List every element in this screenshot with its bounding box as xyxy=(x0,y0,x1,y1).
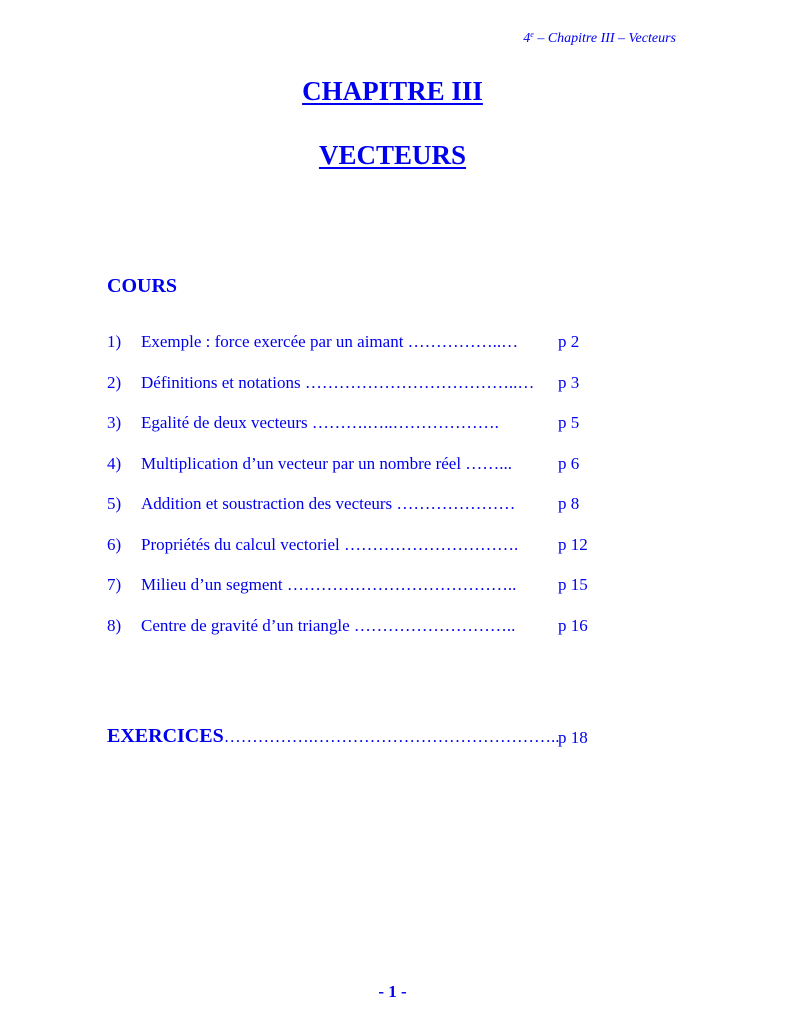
toc-entry-page: p 5 xyxy=(558,413,580,432)
exercices-entry xyxy=(107,725,588,751)
toc-entry-page: p 15 xyxy=(558,575,588,594)
toc-entry-title: Milieu d’un segment ………………………………….. xyxy=(141,575,517,594)
header-level-superscript: e xyxy=(530,30,534,39)
page-number: - 1 - xyxy=(378,982,407,1001)
toc-entry-page: p 8 xyxy=(558,494,580,513)
cours-heading: COURS xyxy=(107,275,178,297)
header-level: 4 xyxy=(523,31,531,46)
toc-entry-page: p 3 xyxy=(558,373,580,392)
toc-entry-number: 7) xyxy=(107,575,122,594)
toc-entry-number: 8) xyxy=(107,616,122,635)
toc-entry-number: 3) xyxy=(107,413,122,432)
exercices-page: p 18 xyxy=(558,728,588,747)
running-header xyxy=(523,31,676,47)
toc-entry-number: 5) xyxy=(107,494,122,513)
toc-entry-number: 4) xyxy=(107,454,122,473)
subject-title: VECTEURS xyxy=(318,140,467,170)
toc-entry-page: p 6 xyxy=(558,454,580,473)
toc-entry-title: Exemple : force exercée par un aimant ……………..… xyxy=(141,332,519,351)
toc-entry-title: Addition et soustraction des vecteurs ………………… xyxy=(141,494,516,513)
toc-entry-title: Egalité de deux vecteurs ……….…..………………. xyxy=(141,413,499,432)
chapter-title: CHAPITRE III xyxy=(302,76,483,106)
toc-entry-number: 1) xyxy=(107,332,122,351)
toc-entry-title: Définitions et notations ………………………………..… xyxy=(141,373,535,392)
toc-entry-page: p 2 xyxy=(558,332,580,351)
header-chapter-text: – Chapitre III – Vecteurs xyxy=(533,31,676,46)
toc-entry-title: Propriétés du calcul vectoriel …………………………. xyxy=(141,535,519,554)
exercices-leader-dots: …………….…………………………………….. xyxy=(223,727,560,746)
exercices-heading: EXERCICES xyxy=(107,725,224,747)
toc-entry-title: Multiplication d’un vecteur par un nombre réel ……... xyxy=(141,454,513,473)
toc-entry-number: 2) xyxy=(107,373,122,392)
toc-entry-page: p 16 xyxy=(558,616,588,635)
toc-entry-title: Centre de gravité d’un triangle ……………………….. xyxy=(141,616,516,635)
toc-entry-page: p 12 xyxy=(558,535,588,554)
toc-entry-number: 6) xyxy=(107,535,122,554)
